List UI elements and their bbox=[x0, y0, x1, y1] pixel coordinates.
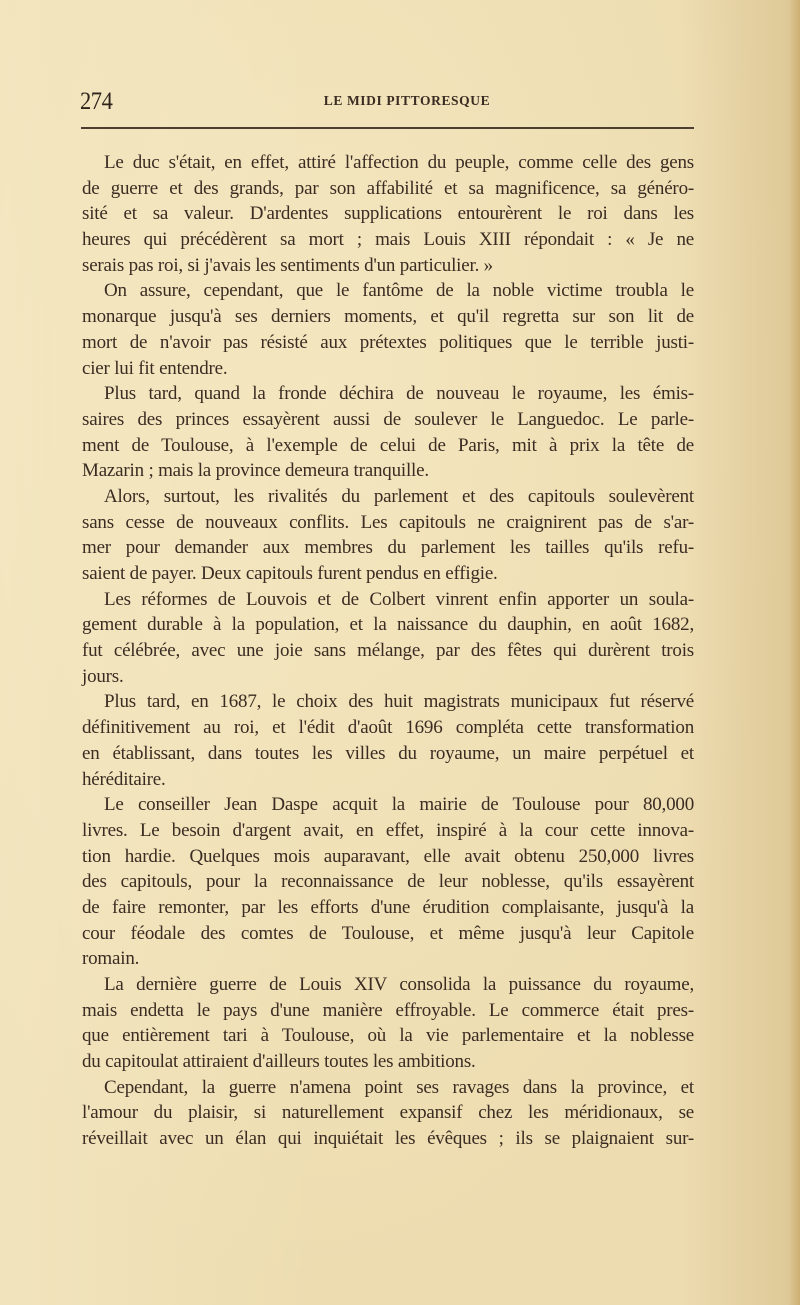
text-line: mer pour demander aux membres du parlement les tailles qu'ils refu- bbox=[82, 537, 694, 559]
text-line: livres. Le besoin d'argent avait, en effet, inspiré à la cour cette innova- bbox=[82, 819, 694, 841]
text-line: romain. bbox=[82, 948, 140, 970]
paragraph-first-line: Le duc s'était, en effet, attiré l'affection du peuple, comme celle des gens bbox=[104, 152, 694, 173]
page-edge-shadow bbox=[788, 0, 800, 1305]
paragraph-first-line: Les réformes de Louvois et de Colbert vinrent enfin apporter un soula- bbox=[104, 588, 694, 610]
paragraph-first-line: Cependant, la guerre n'amena point ses ravages dans la province, et bbox=[104, 1076, 694, 1098]
text-line: saires des princes essayèrent aussi de soulever le Languedoc. Le parle- bbox=[82, 408, 694, 430]
body-text bbox=[82, 150, 694, 1152]
text-line: ment de Toulouse, à l'exemple de celui de Paris, mit à prix la tête de bbox=[82, 434, 694, 456]
header-rule bbox=[81, 127, 694, 129]
text-line: tion hardie. Quelques mois auparavant, elle avait obtenu 250,000 livres bbox=[82, 845, 694, 867]
text-line: réveillait avec un élan qui inquiétait les évêques ; ils se plaignaient sur- bbox=[82, 1128, 694, 1150]
page-number: 274 bbox=[80, 88, 113, 115]
text-line: des capitouls, pour la reconnaissance de leur noblesse, qu'ils essayèrent bbox=[82, 871, 694, 893]
paragraph-first-line: La dernière guerre de Louis XIV consolida la puissance du royaume, bbox=[104, 974, 694, 995]
text-line: héréditaire. bbox=[82, 768, 166, 790]
text-line: de guerre et des grands, par son affabilité et sa magnificence, sa généro- bbox=[82, 177, 694, 199]
text-line: sans cesse de nouveaux conflits. Les capitouls ne craignirent pas de s'ar- bbox=[82, 511, 694, 533]
running-title: LE MIDI PITTORESQUE bbox=[323, 93, 491, 108]
text-line: mais endetta le pays d'une manière effroyable. Le commerce était pres- bbox=[82, 999, 694, 1021]
text-line: gement durable à la population, et la naissance du dauphin, en août 1682, bbox=[82, 614, 694, 636]
text-line: Mazarin ; mais la province demeura tranquille. bbox=[82, 460, 429, 482]
text-line: que entièrement tari à Toulouse, où la vie parlementaire et la noblesse bbox=[82, 1025, 694, 1047]
paragraph-first-line: Alors, surtout, les rivalités du parlement et des capitouls soulevèrent bbox=[104, 485, 694, 507]
text-line: fut célébrée, avec une joie sans mélange, par des fêtes qui durèrent trois bbox=[82, 640, 694, 662]
text-line: du capitoulat attiraient d'ailleurs toutes les ambitions. bbox=[82, 1051, 476, 1073]
text-line: serais pas roi, si j'avais les sentiments d'un particulier. » bbox=[82, 254, 493, 276]
text-line: monarque jusqu'à ses derniers moments, et qu'il regretta sur son lit de bbox=[82, 306, 694, 328]
paragraph-first-line: On assure, cependant, que le fantôme de la noble victime troubla le bbox=[104, 280, 694, 302]
text-line: cier lui fit entendre. bbox=[82, 357, 228, 379]
text-line: de faire remonter, par les efforts d'une érudition complaisante, jusqu'à la bbox=[82, 896, 694, 918]
text-line: mort de n'avoir pas résisté aux prétextes politiques que le terrible justi- bbox=[82, 331, 694, 353]
text-line: jours. bbox=[82, 665, 124, 687]
text-line: saient de payer. Deux capitouls furent pendus en effigie. bbox=[82, 563, 498, 584]
text-line: cour féodale des comtes de Toulouse, et même jusqu'à leur Capitole bbox=[82, 922, 694, 944]
paragraph-first-line: Le conseiller Jean Daspe acquit la mairie de Toulouse pour 80,000 bbox=[104, 794, 694, 816]
paragraph-first-line: Plus tard, quand la fronde déchira de nouveau le royaume, les émis- bbox=[104, 383, 694, 405]
text-line: définitivement au roi, et l'édit d'août 1696 compléta cette transformation bbox=[82, 717, 694, 739]
text-line: l'amour du plaisir, si naturellement expansif chez les méridionaux, se bbox=[82, 1102, 694, 1124]
text-line: en établissant, dans toutes les villes du royaume, un maire perpétuel et bbox=[82, 742, 694, 764]
text-line: sité et sa valeur. D'ardentes supplications entourèrent le roi dans les bbox=[82, 203, 694, 225]
paragraph-first-line: Plus tard, en 1687, le choix des huit magistrats municipaux fut réservé bbox=[104, 691, 694, 713]
text-line: heures qui précédèrent sa mort ; mais Louis XIII répondait : « Je ne bbox=[82, 229, 694, 251]
